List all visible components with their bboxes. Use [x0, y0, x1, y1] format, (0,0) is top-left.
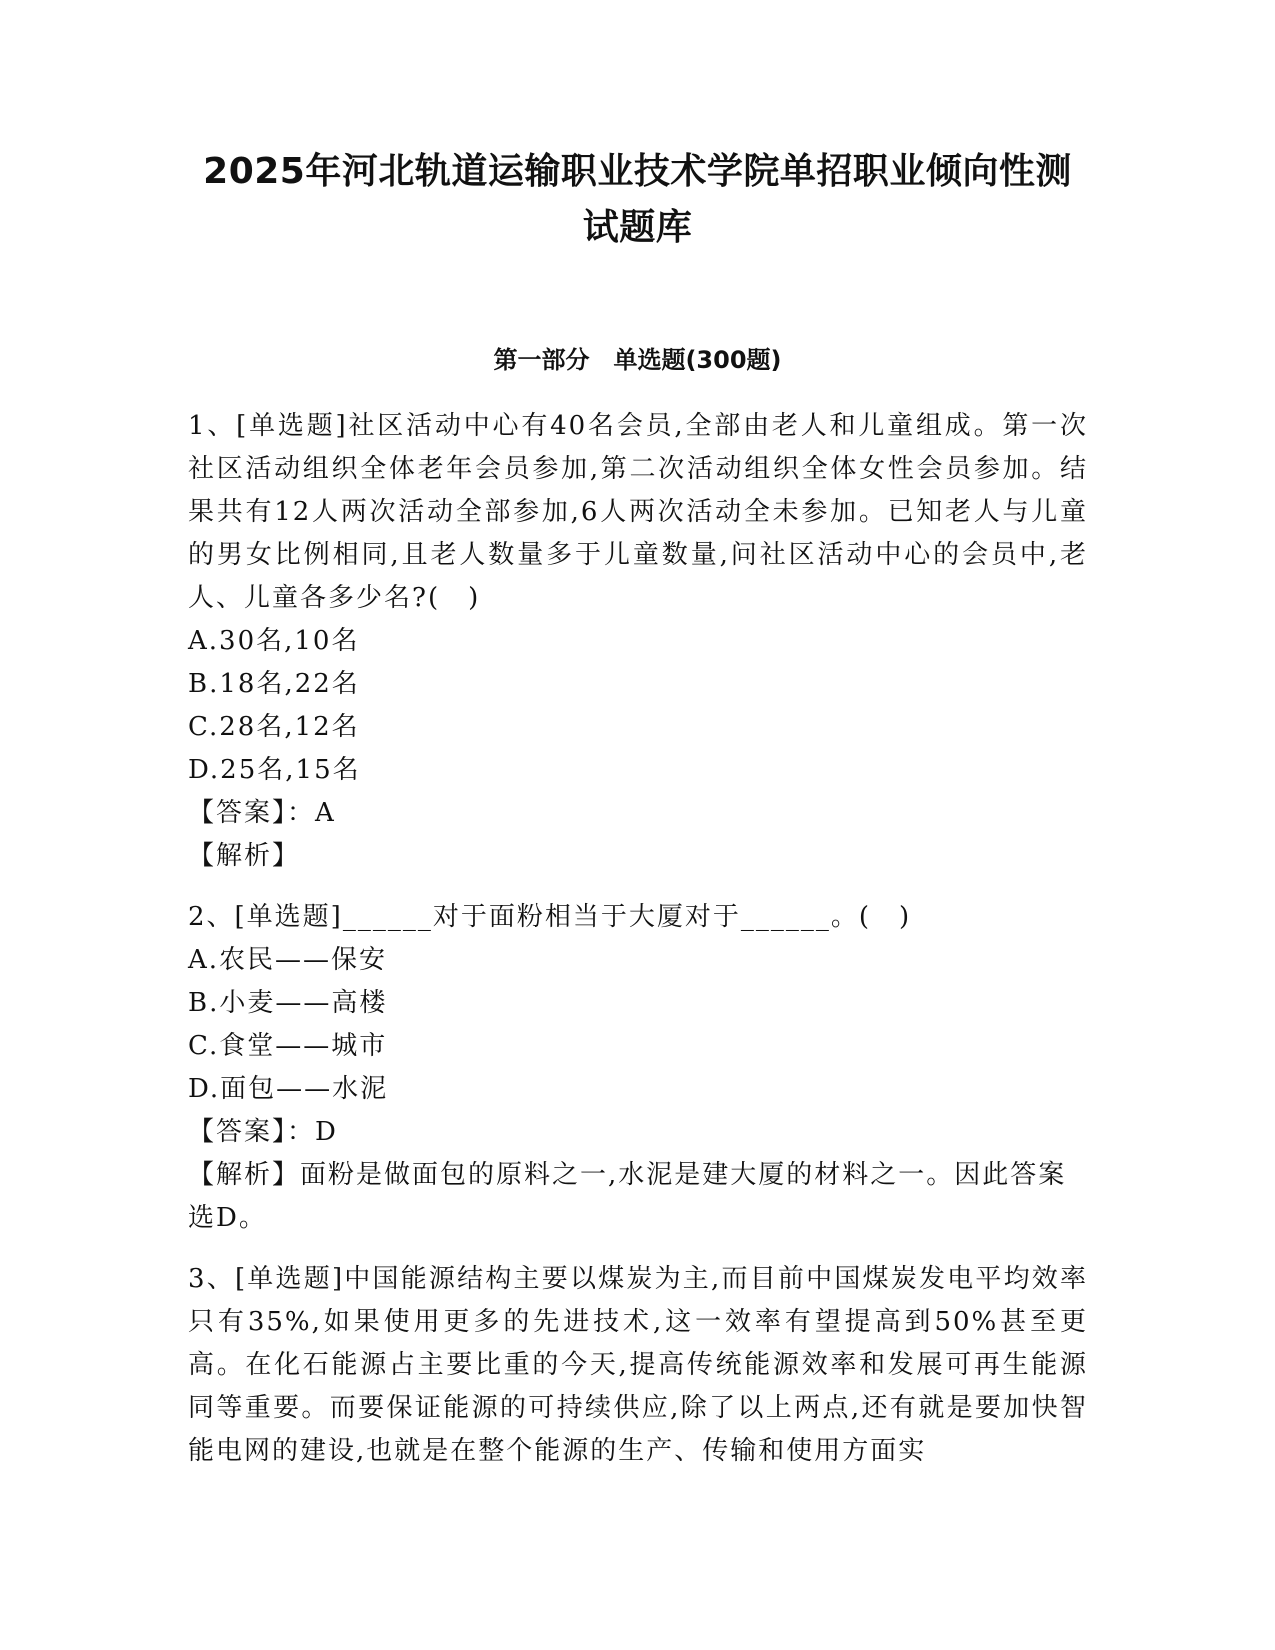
analysis-line: 【解析】: [188, 841, 301, 871]
question-list: [188, 405, 1088, 1473]
document-title: [150, 144, 1125, 256]
option-b: B.18名,22名: [188, 669, 360, 699]
option-d: D.25名,15名: [188, 755, 361, 785]
question-3: [188, 1258, 1088, 1473]
section-heading: 第一部分 单选题(300题): [493, 346, 782, 374]
document-title-line-1: 2025年河北轨道运输职业技术学院单招职业倾向性测: [203, 151, 1072, 192]
document-title-line-2: 试题库: [582, 207, 693, 248]
question-1: [188, 405, 1088, 878]
option-a: A.农民——保安: [188, 945, 388, 975]
option-a: A.30名,10名: [188, 626, 360, 656]
answer-line: 【答案】：A: [188, 798, 336, 828]
analysis-line: 【解析】面粉是做面包的原料之一,水泥是建大厦的材料之一。因此答案选D。: [188, 1160, 1067, 1233]
question-stem: 1、[单选题]社区活动中心有40名会员,全部由老人和儿童组成。第一次社区活动组织全体老年会员参加,第二次活动组织全体女性会员参加。结果共有12人两次活动全部参加,6人两次活动全未参加。已知老人与儿童的男女比例相同,且老人数量多于儿童数量,问社区活动中心的会员中,老人、儿童各多少名?( ): [188, 411, 1088, 613]
answer-line: 【答案】：D: [188, 1117, 338, 1147]
question-stem: 2、[单选题]______对于面粉相当于大厦对于______。( ): [188, 902, 912, 932]
option-d: D.面包——水泥: [188, 1074, 389, 1104]
option-c: C.食堂——城市: [188, 1031, 388, 1061]
option-c: C.28名,12名: [188, 712, 360, 742]
question-2: [188, 896, 1088, 1240]
option-b: B.小麦——高楼: [188, 988, 388, 1018]
question-stem: 3、[单选题]中国能源结构主要以煤炭为主,而目前中国煤炭发电平均效率只有35%,如果使用更多的先进技术,这一效率有望提高到50%甚至更高。在化石能源占主要比重的今天,提高传统能源效率和发展可再生能源同等重要。而要保证能源的可持续供应,除了以上两点,还有就是要加快智能电网的建设,也就是在整个能源的生产、传输和使用方面实: [188, 1264, 1088, 1466]
